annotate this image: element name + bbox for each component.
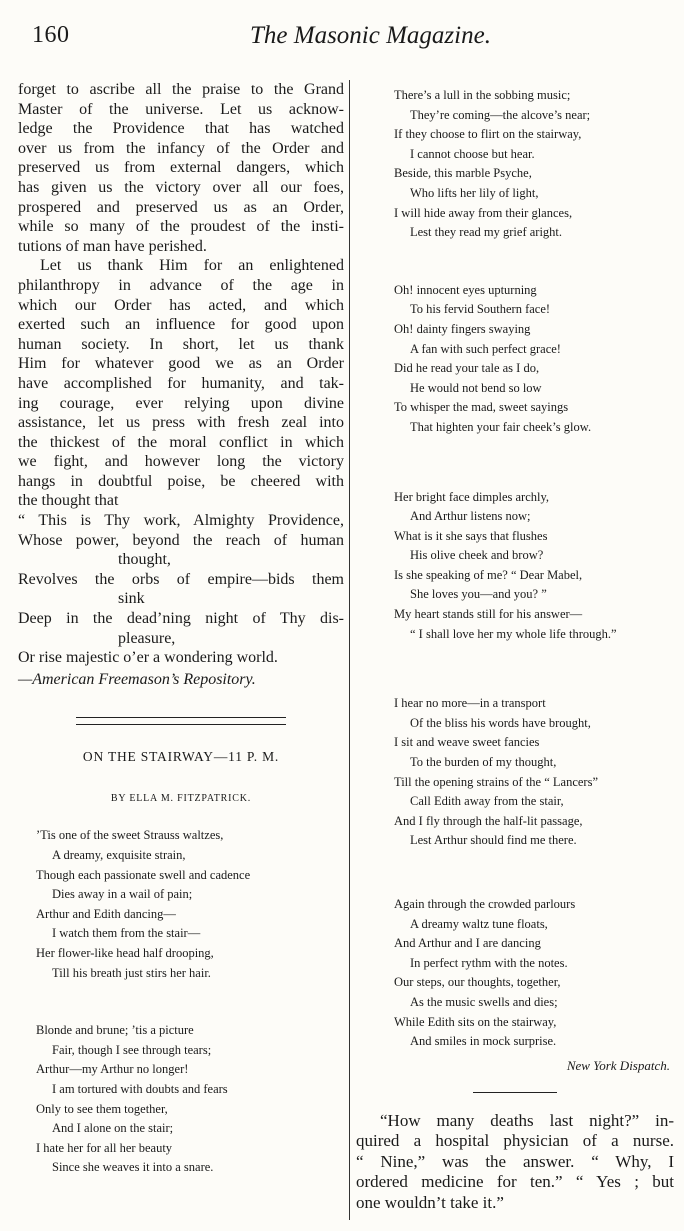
- poem-line: Beside, this marble Psyche,: [394, 166, 532, 181]
- text-line: Him for whatever good we as an Order: [18, 355, 344, 373]
- quote-line: thought,: [118, 551, 171, 569]
- poem-line: Did he read your tale as I do,: [394, 361, 540, 376]
- text-line: has given us the victory over all our foes,: [18, 178, 344, 196]
- closing-paragraph: [18, 80, 344, 256]
- poem-line: I hate her for all her beauty: [36, 1140, 173, 1155]
- quote-attribution: —American Freemason’s Repository.: [18, 670, 256, 688]
- hospital-anecdote: [356, 1111, 674, 1214]
- poem-line: To his fervid Southern face!: [410, 302, 551, 317]
- poem-line: In perfect rythm with the notes.: [410, 955, 568, 970]
- poem-line: Blonde and brune; ’tis a picture: [36, 1023, 194, 1038]
- poem-line: Her flower-like head half drooping,: [36, 945, 214, 960]
- quote-line: pleasure,: [118, 629, 176, 647]
- text-line: Master of the universe. Let us acknow-: [18, 100, 344, 118]
- poem-line: That highten your fair cheek’s glow.: [410, 419, 592, 434]
- poem-line: Though each passionate swell and cadence: [36, 867, 251, 882]
- poem-line: Lest they read my grief aright.: [410, 225, 563, 240]
- poem-line: Is she speaking of me? “ Dear Mabel,: [394, 567, 583, 582]
- poem-line: “ I shall love her my whole life through.”: [410, 626, 617, 641]
- text-line: tutions of man have perished.: [18, 237, 207, 255]
- quote-line: Revolves the orbs of empire—bids them: [18, 570, 344, 588]
- text-line: forget to ascribe all the praise to the Grand: [18, 81, 344, 98]
- poem-line: My heart stands still for his answer—: [394, 607, 583, 622]
- poem-source: New York Dispatch.: [566, 1057, 670, 1073]
- quote-line: Whose power, beyond the reach of human: [18, 531, 344, 549]
- poem-line: Her bright face dimples archly,: [394, 489, 550, 504]
- quote-line: Deep in the dead’ning night of Thy dis-: [18, 610, 344, 628]
- text-line: while so many of the proudest of the insti-: [18, 218, 344, 236]
- poem-line: Arthur—my Arthur no longer!: [36, 1062, 189, 1077]
- poem-line: Oh! dainty fingers swaying: [394, 321, 531, 336]
- poem-line: Dies away in a wail of pain;: [52, 887, 193, 902]
- poem-line: What is it she says that flushes: [394, 528, 548, 543]
- column-divider: [349, 80, 350, 1220]
- poem-line: Oh! innocent eyes upturning: [394, 282, 537, 297]
- poem-line: A dreamy waltz tune floats,: [410, 916, 548, 931]
- quote-line: “ This is Thy work, Almighty Providence,: [18, 512, 344, 530]
- stanza-1: [18, 826, 344, 983]
- text-line: hangs in doubtful poise, be cheered with: [18, 472, 344, 490]
- poem-line: If they choose to flirt on the stairway,: [394, 127, 582, 142]
- poem-line: I cannot choose but hear.: [410, 146, 535, 161]
- poem-line: Our steps, our thoughts, together,: [394, 975, 561, 990]
- text-line: ledge the Providence that has watched: [18, 120, 344, 138]
- text-line: “How many deaths last night?” in-: [380, 1110, 674, 1130]
- running-title: The Masonic Magazine.: [250, 22, 491, 49]
- text-line: prospered and preserved us as an Order,: [18, 198, 344, 216]
- text-line: we fight, and however long the victory: [18, 453, 344, 471]
- poem-line: And I fly through the half-lit passage,: [394, 813, 583, 828]
- page-number: 160: [32, 22, 70, 48]
- text-line: the thought that: [18, 492, 119, 510]
- poem-line: While Edith sits on the stairway,: [394, 1014, 557, 1029]
- poem-line: A dreamy, exquisite strain,: [52, 848, 186, 862]
- text-line: ing courage, ever relying upon divine: [18, 394, 344, 412]
- poem-line: She loves you—and you? ”: [410, 587, 547, 602]
- text-line: assistance, let us press with fresh zeal into: [18, 414, 344, 432]
- text-line: human society. In short, let us thank: [18, 335, 344, 353]
- poem-line: They’re coming—the alcove’s near;: [410, 107, 591, 122]
- text-line: which our Order has acted, and which: [18, 296, 344, 314]
- text-line: one wouldn’t take it.”: [356, 1192, 504, 1212]
- anecdote-divider: [473, 1092, 557, 1093]
- text-line: quired a hospital physician of a nurse.: [356, 1131, 674, 1151]
- stanza-3: [356, 86, 674, 243]
- right-column: [356, 80, 674, 1231]
- quote-line: sink: [118, 590, 145, 608]
- poem-line: There’s a lull in the sobbing music;: [394, 88, 571, 102]
- text-line: philanthropy in advance of the age in: [18, 276, 344, 294]
- poem-line: To the burden of my thought,: [410, 755, 557, 770]
- quote-line: Or rise majestic o’er a wondering world.: [18, 649, 278, 667]
- section-divider: [76, 717, 286, 725]
- poem-line: Call Edith away from the stair,: [410, 794, 564, 809]
- stanza-6: [356, 694, 674, 851]
- text-line: preserved us from external dangers, which: [18, 159, 344, 177]
- poem-line: ’Tis one of the sweet Strauss waltzes,: [36, 828, 224, 843]
- poem-line: Fair, though I see through tears;: [52, 1042, 212, 1057]
- text-line: exerted such an influence for good upon: [18, 316, 344, 334]
- left-column: [18, 80, 344, 1231]
- poem-line: I sit and weave sweet fancies: [394, 735, 540, 750]
- poem-line: I am tortured with doubts and fears: [52, 1081, 228, 1096]
- poem-line: A fan with such perfect grace!: [410, 341, 561, 356]
- poem-line: He would not bend so low: [410, 380, 542, 395]
- poem-line: Only to see them together,: [36, 1101, 168, 1116]
- text-line: the thickest of the moral conflict in which: [18, 433, 344, 451]
- poem-line: Arthur and Edith dancing—: [36, 906, 176, 921]
- providence-quote: [18, 511, 344, 668]
- poem-line: Lest Arthur should find me there.: [410, 833, 577, 848]
- poem-line: I will hide away from their glances,: [394, 205, 573, 220]
- thanks-paragraph: [18, 256, 344, 511]
- poem-line: Since she weaves it into a snare.: [52, 1160, 214, 1175]
- text-line: have accomplished for humanity, and tak-: [18, 374, 344, 392]
- poem-byline: BY ELLA M. FITZPATRICK.: [110, 793, 252, 805]
- page-header: [0, 0, 684, 70]
- poem-line: To whisper the mad, sweet sayings: [394, 400, 569, 415]
- text-line: over us from the infancy of the Order and: [18, 139, 344, 157]
- poem-line: Till his breath just stirs her hair.: [52, 965, 211, 980]
- poem-line: And Arthur listens now;: [410, 509, 531, 524]
- stanza-4: [356, 281, 674, 438]
- poem-line: Again through the crowded parlours: [394, 897, 576, 911]
- stanza-7: [356, 895, 674, 1052]
- poem-title: ON THE STAIRWAY—11 P. M.: [82, 749, 280, 765]
- poem-line: And I alone on the stair;: [52, 1121, 174, 1136]
- text-line: ordered medicine for ten.” “ Yes ; but: [356, 1172, 674, 1192]
- poem-line: I hear no more—in a transport: [394, 696, 546, 711]
- text-line: Let us thank Him for an enlightened: [40, 257, 344, 275]
- poem-line: Who lifts her lily of light,: [410, 185, 539, 200]
- poem-line: I watch them from the stair—: [52, 926, 201, 941]
- poem-line: His olive cheek and brow?: [410, 548, 544, 563]
- stanza-2: [18, 1021, 344, 1178]
- stanza-5: [356, 488, 674, 645]
- poem-line: As the music swells and dies;: [410, 994, 558, 1009]
- poem-line: And Arthur and I are dancing: [394, 936, 541, 951]
- poem-line: Of the bliss his words have brought,: [410, 715, 591, 730]
- text-line: “ Nine,” was the answer. “ Why, I: [356, 1151, 674, 1171]
- poem-line: And smiles in mock surprise.: [410, 1034, 557, 1049]
- poem-line: Till the opening strains of the “ Lancers”: [394, 774, 599, 789]
